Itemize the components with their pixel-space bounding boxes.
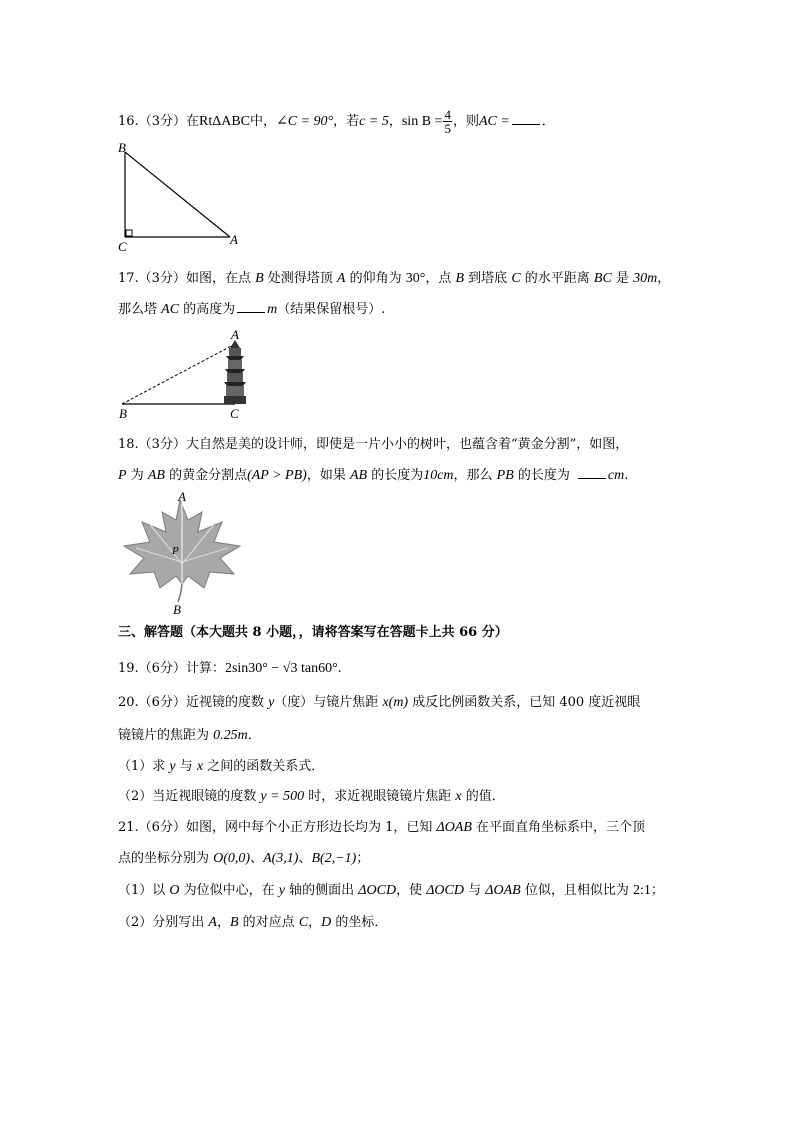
section-3-heading: 三、解答题（本大题共 8 小题，，请将答案写在答题卡上共 66 分） [118,625,508,640]
q20-l1-c: 成反比例函数关系，已知 400 度近视眼 [408,695,641,710]
q21-p1-y: y [278,883,286,898]
q17-point-b-2: B [455,271,465,286]
q17-point-a: A [336,271,346,286]
q18-label-b: B [173,602,181,616]
q21-p1-oab: ΔOAB [485,883,521,898]
q16-triangle-figure [115,140,245,255]
q18-l2-a: 为 [126,468,148,483]
q17-t4: 的仰角为 [345,271,406,286]
q16-ac: AC = [478,114,510,129]
q16-text-4: ， [388,114,402,129]
q21-p2-point-b: B [229,915,239,930]
q21-p2-sep: ， [216,915,230,930]
q17-point-b: B [255,271,264,286]
q21-p2-c: 的坐标． [331,915,388,930]
q20-p1-a: （1）求 [118,759,170,774]
q21-sep-1: 、 [250,851,264,866]
q17-t10: 的水平距离 [520,271,594,286]
q16-text-5: ，则 [452,114,479,129]
q18-l2-f: 的长度为 [513,468,570,483]
q18-pb: PB [496,468,514,483]
q19-end: . [337,661,342,676]
q21-part-1 [118,882,664,900]
q16-sin-b: sin B = [401,114,443,129]
q20-l1-b: （度）与镜片焦距 [274,695,383,710]
q19-text [118,660,342,678]
q20-p1-b: 与 [175,759,197,774]
q16-end: ． [541,114,555,129]
q17-ac: AC [161,302,180,317]
q21-p1-end: ； [650,883,664,898]
q21-point-a: A(3,1) [263,851,299,866]
q20-l1-a: 20.（6分）近视镜的度数 [118,695,269,710]
q21-triangle: ΔOAB [436,820,472,835]
q21-p2-a: （2）分别写出 [118,915,209,930]
q20-x: x(m) [382,695,409,710]
q20-focal-length: 0.25m [213,728,248,743]
q17-t0: 17.（3分）如图，在点 [118,271,256,286]
q16-label-c: C [118,239,127,254]
q18-l2-e: ，那么 [453,468,497,483]
q18-l2-b: 的黄金分割点 [164,468,248,483]
q20-p1-y: y [169,759,176,774]
q21-l1-a: 21.（6分）如图，网中每个小正方形边长均为 1，已知 [118,820,437,835]
q21-line-1 [118,819,645,837]
q16-label-a: A [230,232,238,247]
q16-answer-blank[interactable] [512,112,540,125]
q21-p1-ratio: 2:1 [632,883,651,898]
q18-line-1: 18.（3分）大自然是美的设计师，即使是一片小小的树叶，也蕴含着“黄金分割”，如图， [118,437,629,452]
q16-triangle: RtΔABC [198,114,251,129]
q20-p2-x: x [455,789,462,804]
q18-condition: (AP > PB) [247,468,307,483]
q20-l2-a: 镜镜片的焦距为 [118,728,214,743]
q17-t6: ，点 [425,271,456,286]
q20-p2-a: （2）当近视眼镜的度数 [118,789,261,804]
q17-unit: m [267,302,278,317]
q21-p1-c: 轴的侧面出 [285,883,359,898]
q21-p2-b: 的对应点 [238,915,299,930]
q21-line-2 [118,850,369,868]
q17-l2-c: （结果保留根号）. [277,302,386,317]
q21-p2-point-c: C [298,915,309,930]
q20-p2-value: y = 500 [260,789,305,804]
q21-part-2 [118,914,387,932]
q17-t12: 是 [611,271,634,286]
q18-l2-c: ，如果 [306,468,350,483]
q17-l2-b: 的高度为 [179,302,236,317]
q21-l2-a: 点的坐标分别为 [118,851,214,866]
q17-label-a: A [231,330,239,342]
q21-l1-b: 在平面直角坐标系中，三个顶 [471,820,646,835]
q17-answer-blank[interactable] [237,300,265,313]
q20-part-1 [118,758,324,776]
q21-p2-point-a: A [208,915,217,930]
q18-ab: AB [147,468,165,483]
q16-frac-numerator: 4 [444,107,451,122]
q16-text-3: ，若 [333,114,360,129]
q21-p1-f: 位似，且相似比为 [520,883,633,898]
q16-fraction [443,108,452,135]
q16-text-2: 中， [250,114,277,129]
q18-point-p: P [118,468,127,483]
q17-t14: ， [657,271,671,286]
q16-side-c: c = 5 [359,114,389,129]
pagoda-icon [224,340,246,404]
q20-p2-c: 的值． [461,789,505,804]
q21-p1-ocd: ΔOCD [358,883,397,898]
q21-sep-2: 、 [298,851,312,866]
q18-ab-2: AB [349,468,368,483]
q19-expression: 2sin30° − √3 tan60° [224,661,338,676]
q17-line-2 [118,300,385,319]
maple-leaf-icon [124,500,240,602]
q18-unit: cm [607,468,625,483]
q18-end: . [624,468,629,483]
q20-p2-b: 时，求近视眼镜镜片焦距 [304,789,456,804]
q16-score: （3分） [138,114,186,129]
q20-line-2 [118,727,261,745]
q18-label-p: P [172,545,179,557]
q20-part-2 [118,788,505,806]
q21-p1-e: 与 [463,883,486,898]
q17-point-c: C [511,271,521,286]
q18-length: 10cm [423,468,454,483]
q20-p1-x: x [196,759,204,774]
q17-tower-figure [112,330,257,422]
q19-label: 19.（6分）计算： [118,661,225,676]
q17-label-c: C [230,406,239,421]
q16-label-b: B [118,140,126,155]
q17-l2-a: 那么塔 [118,302,162,317]
q17-t8: 到塔底 [464,271,512,286]
q18-leaf-figure [118,492,248,616]
q21-point-b: B(2,−1) [311,851,357,866]
q16-number: 16. [118,114,139,129]
q17-segment-bc: BC [593,271,612,286]
q21-p1-o: O [169,883,180,898]
q21-p1-d: ，使 [396,883,427,898]
q18-line-2 [118,466,628,485]
q17-t2: 处测得塔顶 [263,271,337,286]
q17-line-1 [118,270,670,288]
q16-text-1: 在 [185,114,199,129]
q20-y: y [268,695,275,710]
q17-label-b: B [119,406,127,421]
q21-p1-b: 为位似中心，在 [179,883,279,898]
q21-p2-sep-2: ， [308,915,322,930]
q21-point-o: O(0,0) [213,851,251,866]
q16-frac-denominator: 5 [444,121,451,136]
q16-text [118,108,555,135]
q17-distance: 30m [633,271,658,286]
q21-l2-end: ； [356,851,370,866]
q20-line-1 [118,694,640,712]
q20-l2-end: ． [247,728,261,743]
q21-p2-point-d: D [321,915,332,930]
q21-p1-a: （1）以 [118,883,170,898]
q18-answer-blank[interactable] [578,466,606,479]
q18-l2-d: 的长度为 [367,468,424,483]
q17-angle: 30° [405,271,426,286]
q18-label-a: A [178,492,186,504]
q20-p1-c: 之间的函数关系式． [203,759,325,774]
q16-angle-c: ∠C = 90° [276,114,334,129]
q21-p1-ocd-2: ΔOCD [426,883,464,898]
